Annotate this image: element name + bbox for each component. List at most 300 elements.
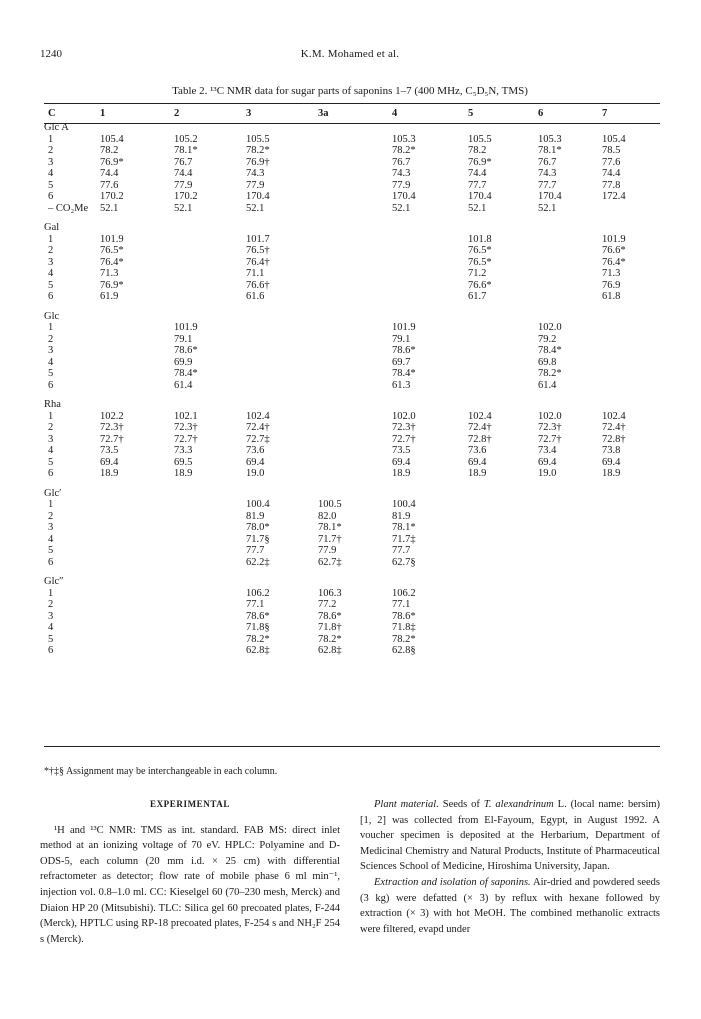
shift-value: 77.2 <box>318 599 337 610</box>
shift-value <box>318 280 392 292</box>
shift-value: 77.1 <box>246 599 265 610</box>
shift-value: 74.3 <box>392 168 411 179</box>
shift-value: 18.9 <box>602 468 621 479</box>
shift-value: 77.1 <box>392 599 411 610</box>
shift-value: 62.8‡ <box>246 645 270 656</box>
shift-value: 52.1 <box>174 202 193 214</box>
shift-value <box>100 645 174 657</box>
shift-value <box>318 391 392 399</box>
table-row <box>44 334 660 346</box>
shift-value <box>318 122 392 134</box>
shift-value: 78.4* <box>392 368 416 379</box>
table-row <box>44 368 660 380</box>
shift-value: 72.8† <box>602 433 626 445</box>
shift-value: 77.7 <box>468 179 487 191</box>
shift-value <box>602 588 660 600</box>
shift-value: 69.4 <box>246 456 265 468</box>
shift-value: 101.9 <box>602 233 626 245</box>
extraction-paragraph <box>360 875 660 937</box>
shift-value <box>318 576 392 588</box>
shift-value: 101.9 <box>174 322 198 333</box>
shift-value: 78.2 <box>468 145 487 156</box>
shift-value: 78.2* <box>318 633 342 645</box>
table-row <box>44 234 660 246</box>
carbon-label: 3 <box>48 345 54 356</box>
shift-value <box>246 334 318 346</box>
shift-value: 73.5 <box>392 445 411 456</box>
shift-value <box>538 599 602 611</box>
shift-value: 61.3 <box>392 379 411 391</box>
shift-value <box>318 203 392 215</box>
column-header-7: 7 <box>602 107 608 119</box>
shift-value <box>392 568 468 576</box>
shift-value: 76.4* <box>602 256 626 268</box>
shift-value <box>318 411 392 423</box>
shift-value <box>538 568 602 576</box>
sugar-group-label: Glc <box>44 310 60 322</box>
shift-value <box>318 168 392 180</box>
shift-value <box>602 488 660 500</box>
shift-value <box>174 391 246 399</box>
shift-value <box>318 357 392 369</box>
shift-value <box>468 391 538 399</box>
shift-value: 61.6 <box>246 291 265 302</box>
table-row <box>44 345 660 357</box>
shift-value: 100.4 <box>246 499 270 510</box>
shift-value: 71.2 <box>468 268 487 279</box>
shift-value <box>174 303 246 311</box>
shift-value <box>602 311 660 323</box>
shift-value: 72.7‡ <box>246 433 270 445</box>
carbon-label: 1 <box>48 587 54 599</box>
shift-value: 71.8§ <box>246 622 270 633</box>
table-row <box>44 168 660 180</box>
shift-value <box>602 345 660 357</box>
shift-value: 79.1 <box>174 333 193 345</box>
table-row <box>44 203 660 215</box>
page-number: 1240 <box>40 48 62 60</box>
table-row <box>44 434 660 446</box>
shift-value: 76.9* <box>468 156 492 168</box>
shift-value <box>174 511 246 523</box>
shift-value: 76.7 <box>392 156 411 168</box>
table-row <box>44 545 660 557</box>
left-column <box>40 797 340 947</box>
right-column <box>360 797 660 937</box>
carbon-label: 2 <box>48 599 54 610</box>
shift-value <box>602 511 660 523</box>
shift-value <box>318 345 392 357</box>
shift-value <box>468 322 538 334</box>
shift-value: 78.5 <box>602 145 621 156</box>
table-row <box>44 468 660 480</box>
shift-value: 78.2* <box>392 633 416 645</box>
shift-value: 106.3 <box>318 587 342 599</box>
shift-value <box>174 480 246 488</box>
shift-value: 76.7 <box>538 156 557 168</box>
shift-value <box>538 303 602 311</box>
carbon-label: 2 <box>48 145 54 156</box>
shift-value: 81.9 <box>246 510 265 522</box>
shift-value <box>246 322 318 334</box>
shift-value: 52.1 <box>468 202 487 214</box>
sugar-group-label: Gal <box>44 222 60 233</box>
shift-value: 100.5 <box>318 499 342 510</box>
shift-value: 76.9 <box>602 279 621 291</box>
shift-value <box>318 234 392 246</box>
carbon-label: 3 <box>48 610 54 622</box>
shift-value: 101.9 <box>100 233 124 245</box>
shift-value <box>100 557 174 569</box>
shift-value <box>246 399 318 411</box>
shift-value: 18.9 <box>468 468 487 479</box>
table-spacer-row <box>44 480 660 488</box>
shift-value: 77.9 <box>174 179 193 191</box>
shift-value <box>468 368 538 380</box>
shift-value <box>392 480 468 488</box>
shift-value: 69.7 <box>392 356 411 368</box>
shift-value: 76.5* <box>100 245 124 256</box>
carbon-label <box>44 568 100 576</box>
shift-value: 106.2 <box>246 587 270 599</box>
carbon-label: 3 <box>48 433 54 445</box>
shift-value: 76.4* <box>100 256 124 268</box>
shift-value <box>100 222 174 234</box>
shift-value: 78.4* <box>538 345 562 356</box>
shift-value: 71.8‡ <box>392 622 416 633</box>
carbon-label: 4 <box>48 268 54 279</box>
shift-value <box>100 214 174 222</box>
table-group-row <box>44 399 660 411</box>
shift-value <box>468 399 538 411</box>
column-header-2: 2 <box>174 107 180 119</box>
carbon-label: 1 <box>48 499 54 510</box>
shift-value: 52.1 <box>100 202 119 214</box>
shift-value: 170.4 <box>392 191 416 202</box>
shift-value <box>602 203 660 215</box>
shift-value <box>468 576 538 588</box>
shift-value <box>468 534 538 546</box>
shift-value <box>100 634 174 646</box>
shift-value <box>602 522 660 534</box>
shift-value <box>602 499 660 511</box>
shift-value <box>392 268 468 280</box>
shift-value <box>392 399 468 411</box>
shift-value <box>468 214 538 222</box>
shift-value <box>100 122 174 134</box>
shift-value <box>468 511 538 523</box>
shift-value: 76.9* <box>100 279 124 291</box>
shift-value: 69.9 <box>174 356 193 368</box>
carbon-label: 5 <box>48 456 54 468</box>
shift-value: 170.4 <box>246 191 270 202</box>
carbon-label: 6 <box>48 468 54 479</box>
shift-value <box>100 488 174 500</box>
shift-value: 102.4 <box>246 410 270 422</box>
carbon-label: 1 <box>48 233 54 245</box>
shift-value: 72.4† <box>246 422 270 433</box>
table-row <box>44 291 660 303</box>
shift-value <box>392 214 468 222</box>
shift-value <box>538 545 602 557</box>
shift-value <box>246 576 318 588</box>
shift-value <box>100 345 174 357</box>
shift-value <box>468 488 538 500</box>
table-caption: Table 2. ¹³C NMR data for sugar parts of saponins 1–7 (400 MHz, C₅D₅N, TMS) <box>172 85 528 97</box>
shift-value <box>100 368 174 380</box>
shift-value <box>392 222 468 234</box>
shift-value <box>174 611 246 623</box>
shift-value <box>318 311 392 323</box>
table-header-row <box>44 104 660 122</box>
shift-value <box>538 245 602 257</box>
shift-value: 76.6* <box>468 279 492 291</box>
shift-value <box>468 480 538 488</box>
shift-value: 62.8‡ <box>318 645 342 656</box>
table-footnote: *†‡§ Assignment may be interchangeable in each column. <box>44 766 278 777</box>
shift-value <box>246 222 318 234</box>
shift-value <box>174 245 246 257</box>
plant-material-pre: Seeds of <box>442 799 480 810</box>
shift-value <box>174 488 246 500</box>
shift-value: 69.4 <box>538 456 557 468</box>
shift-value: 76.9† <box>246 156 270 168</box>
shift-value <box>468 557 538 569</box>
shift-value: 18.9 <box>392 468 411 479</box>
shift-value: 78.2* <box>392 145 416 156</box>
shift-value <box>246 311 318 323</box>
table-spacer-row <box>44 303 660 311</box>
table-group-row <box>44 222 660 234</box>
shift-value: 18.9 <box>100 468 119 479</box>
table-group-row <box>44 576 660 588</box>
shift-value <box>538 499 602 511</box>
table-row <box>44 134 660 146</box>
shift-value: 72.3† <box>392 422 416 433</box>
shift-value <box>246 480 318 488</box>
shift-value <box>392 576 468 588</box>
table-row <box>44 645 660 657</box>
shift-value: 69.4 <box>602 456 621 468</box>
shift-value <box>174 291 246 303</box>
shift-value <box>602 391 660 399</box>
table-row <box>44 191 660 203</box>
shift-value: 77.9 <box>246 179 265 191</box>
shift-value <box>174 214 246 222</box>
shift-value <box>468 334 538 346</box>
shift-value: 69.4 <box>392 456 411 468</box>
shift-value: 105.3 <box>392 133 416 145</box>
shift-value: 69.4 <box>100 456 119 468</box>
sugar-group-label: Glc″ <box>44 576 64 587</box>
shift-value <box>318 222 392 234</box>
shift-value: 62.7§ <box>392 556 416 568</box>
table-row <box>44 245 660 257</box>
carbon-label: 6 <box>48 645 54 656</box>
shift-value: 76.7 <box>174 156 193 168</box>
shift-value: 101.9 <box>392 322 416 333</box>
shift-value <box>538 122 602 134</box>
shift-value <box>602 622 660 634</box>
shift-value <box>100 311 174 323</box>
shift-value <box>468 499 538 511</box>
table-group-row <box>44 311 660 323</box>
shift-value: 71.7§ <box>246 533 270 545</box>
shift-value: 72.7† <box>174 433 198 445</box>
shift-value: 74.3 <box>246 168 265 179</box>
shift-value <box>100 534 174 546</box>
shift-value: 105.5 <box>468 133 492 145</box>
shift-value <box>100 322 174 334</box>
shift-value <box>538 488 602 500</box>
carbon-label: 6 <box>48 379 54 391</box>
shift-value: 78.2 <box>100 145 119 156</box>
shift-value <box>602 599 660 611</box>
carbon-label: 3 <box>48 156 54 168</box>
table-group-row <box>44 488 660 500</box>
shift-value <box>538 391 602 399</box>
shift-value: 76.6† <box>246 279 270 291</box>
shift-value <box>538 622 602 634</box>
shift-value <box>468 545 538 557</box>
shift-value <box>468 345 538 357</box>
experimental-paragraph: ¹H and ¹³C NMR: TMS as int. standard. FAB MS: direct inlet method at an ionizing voltage of 70 eV. HPLC: Polyamine and D-ODS-5, each column (20 mm i.d. × 25 cm) with differential refractometer as detector; flow rate of mobile phase 6 ml min⁻¹, injection vol. 0.8–1.0 ml. CC: Kieselgel 60 (70–230 mesh, Merck) and Diaion HP 20 (Mitsubishi). TLC: Silica gel 60 precoated plates, F-244 (Merck), HPTLC using RP-18 precoated plates, F-254 s and NH₂F 254 s (Merck). <box>40 824 340 945</box>
shift-value <box>468 522 538 534</box>
shift-value: 76.9* <box>100 156 124 168</box>
shift-value: 74.3 <box>538 168 557 179</box>
carbon-label: 6 <box>48 191 54 202</box>
shift-value <box>174 522 246 534</box>
shift-value <box>468 622 538 634</box>
shift-value <box>100 357 174 369</box>
shift-value <box>318 434 392 446</box>
shift-value <box>468 634 538 646</box>
shift-value <box>318 334 392 346</box>
shift-value <box>468 303 538 311</box>
shift-value: 77.6 <box>100 179 119 191</box>
carbon-label: 1 <box>48 133 54 145</box>
shift-value: 170.2 <box>174 191 198 202</box>
shift-value: 61.4 <box>174 379 193 391</box>
shift-value <box>538 222 602 234</box>
table-row <box>44 380 660 392</box>
shift-value <box>392 234 468 246</box>
shift-value <box>174 622 246 634</box>
shift-value <box>174 645 246 657</box>
shift-value <box>468 568 538 576</box>
shift-value <box>538 280 602 292</box>
shift-value: 77.9 <box>392 179 411 191</box>
table-spacer-row <box>44 568 660 576</box>
shift-value <box>602 334 660 346</box>
shift-value: 74.4 <box>602 168 621 179</box>
shift-value <box>174 588 246 600</box>
shift-value: 71.3 <box>100 268 119 279</box>
shift-value <box>392 303 468 311</box>
shift-value: 170.2 <box>100 191 124 202</box>
page-header <box>40 48 660 66</box>
shift-value: 172.4 <box>602 191 626 202</box>
shift-value <box>318 322 392 334</box>
shift-value: 69.8 <box>538 356 557 368</box>
shift-value: 72.4† <box>602 422 626 433</box>
shift-value: 73.8 <box>602 445 621 456</box>
table-row <box>44 180 660 192</box>
shift-value <box>100 576 174 588</box>
shift-value: 102.4 <box>602 410 626 422</box>
section-heading: EXPERIMENTAL <box>149 799 231 809</box>
table-row <box>44 611 660 623</box>
shift-value <box>174 499 246 511</box>
shift-value: 52.1 <box>538 202 557 214</box>
shift-value: 100.4 <box>392 499 416 510</box>
table-row <box>44 588 660 600</box>
shift-value <box>246 488 318 500</box>
table-row <box>44 357 660 369</box>
sugar-group-label: Rha <box>44 399 61 410</box>
table-row <box>44 422 660 434</box>
shift-value: 18.9 <box>174 468 193 479</box>
column-header-c: C <box>48 107 56 119</box>
shift-value <box>468 357 538 369</box>
shift-value <box>246 214 318 222</box>
table-spacer-row <box>44 214 660 222</box>
shift-value <box>392 245 468 257</box>
shift-value: 76.6* <box>602 245 626 256</box>
shift-value <box>538 399 602 411</box>
table-row <box>44 145 660 157</box>
shift-value: 78.6* <box>246 610 270 622</box>
table-row <box>44 599 660 611</box>
shift-value <box>602 122 660 134</box>
plant-material-text: L. (local name: bersim) [1, 2] was collected from El-Fayoum, Egypt, in August 1992. A voucher specimen is deposited at the Herbarium, Department of Medicinal Chemistry and Natural Products, Institute of Pharmaceutical Sciences School of Medicine, Hiroshima University, Japan. <box>360 799 661 873</box>
shift-value: 78.2* <box>246 633 270 645</box>
shift-value <box>318 191 392 203</box>
extraction-title: Extraction and isolation of saponins. <box>374 876 531 888</box>
shift-value: 105.3 <box>538 133 562 145</box>
shift-value: 77.7 <box>538 179 557 191</box>
shift-value: 19.0 <box>246 468 265 479</box>
shift-value <box>174 545 246 557</box>
carbon-label: 4 <box>48 533 54 545</box>
shift-value <box>318 214 392 222</box>
shift-value: 77.7 <box>246 545 265 556</box>
shift-value <box>174 234 246 246</box>
shift-value: 62.7‡ <box>318 556 342 568</box>
carbon-label: 1 <box>48 322 54 333</box>
shift-value: 72.3† <box>100 422 124 433</box>
shift-value <box>318 422 392 434</box>
shift-value: 81.9 <box>392 510 411 522</box>
sugar-group-label: Glc′ <box>44 487 62 499</box>
shift-value: 101.7 <box>246 233 270 245</box>
shift-value <box>538 576 602 588</box>
carbon-label: 5 <box>48 179 54 191</box>
shift-value <box>174 568 246 576</box>
table-row <box>44 157 660 169</box>
shift-value <box>246 380 318 392</box>
column-header-3: 3 <box>246 107 252 119</box>
shift-value <box>392 391 468 399</box>
nmr-table <box>44 104 660 657</box>
shift-value: 78.1* <box>392 522 416 533</box>
shift-value <box>538 291 602 303</box>
carbon-label <box>44 391 100 399</box>
shift-value <box>602 214 660 222</box>
shift-value <box>318 568 392 576</box>
carbon-label: 3 <box>48 522 54 533</box>
shift-value: 78.0* <box>246 522 270 533</box>
